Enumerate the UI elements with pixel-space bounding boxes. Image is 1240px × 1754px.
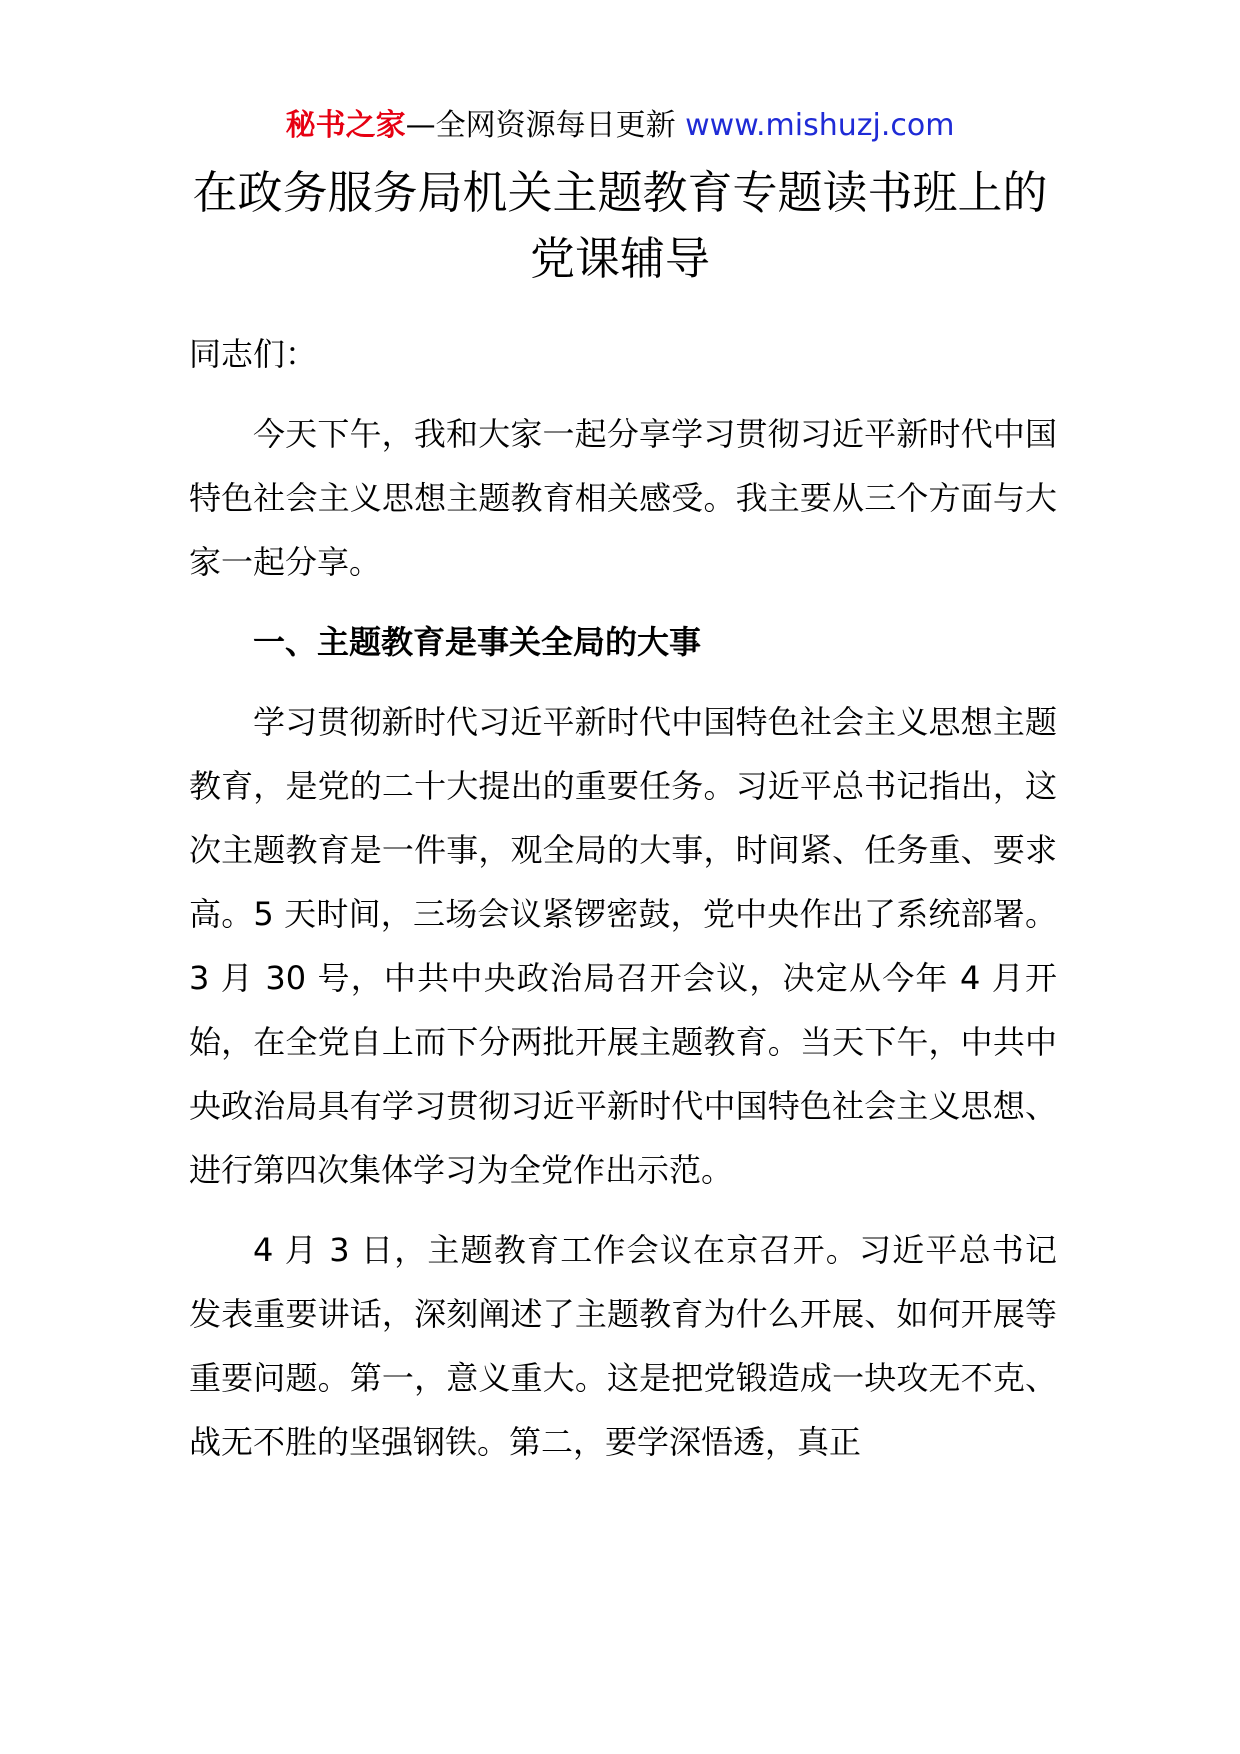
section-heading-1: 一、主题教育是事关全局的大事 [253,623,702,661]
salutation: 同志们： [189,335,318,373]
site-url-link[interactable]: www.mishuzj.com [685,108,955,143]
header-slogan: —全网资源每日更新 [405,108,676,143]
paragraph-intro: 今天下午，我和大家一起分享学习贯彻习近平新时代中国特色社会主义思想主题教育相关感受。我主要从三个方面与大家一起分享。 [189,415,1057,581]
document-body [189,322,1057,1490]
paragraph-section-1: 学习贯彻新时代习近平新时代中国特色社会主义思想主题教育，是党的二十大提出的重要任务。习近平总书记指出，这次主题教育是一件事，观全局的大事，时间紧、任务重、要求高。5 天时间，三场会议紧锣密鼓，党中央作出了系统部署。3 月 30 号，中共中央政治局召开会议，决定从今年 4 月开始，在全党自上而下分两批开展主题教育。当天下午，中共中央政治局具有学习贯彻习近平新时代中国特色社会主义思想、进行第四次集体学习为全党作出示范。 [189,703,1057,1189]
document-title: 在政务服务局机关主题教育专题读书班上的党课辅导 [192,166,1048,285]
brand-name: 秘书之家 [285,108,406,143]
paragraph-section-1-cont: 4 月 3 日，主题教育工作会议在京召开。习近平总书记发表重要讲话，深刻阐述了主题教育为什么开展、如何开展等重要问题。第一，意义重大。这是把党锻造成一块攻无不克、战无不胜的坚强钢铁。第二，要学深悟透，真正 [189,1231,1057,1461]
site-header [0,104,1240,148]
